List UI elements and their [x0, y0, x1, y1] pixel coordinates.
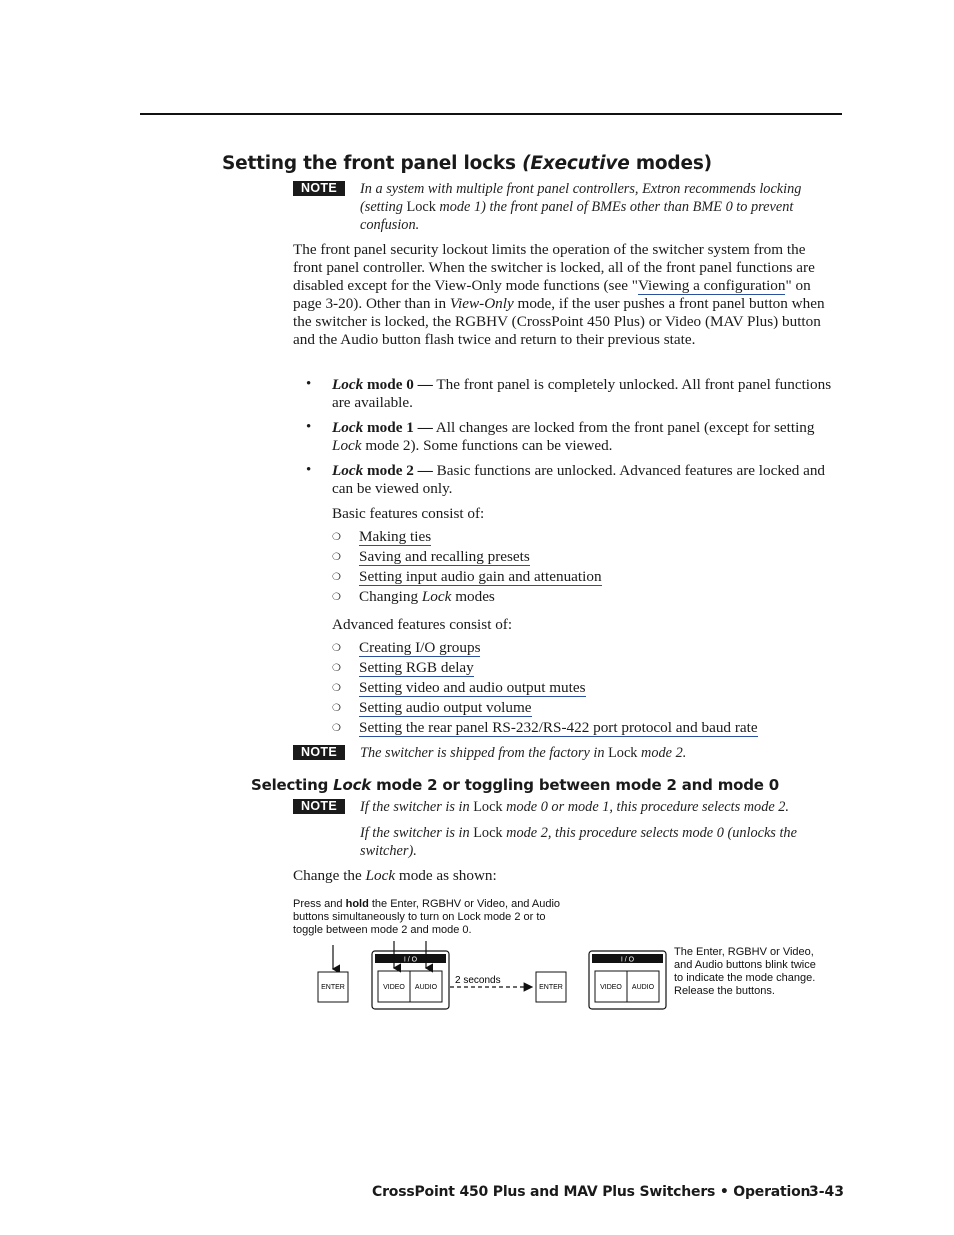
page-number: 3-43 [809, 1184, 845, 1200]
basic-features-title: Basic features consist of: [332, 505, 485, 522]
list-item[interactable]: Setting audio output volume [359, 699, 532, 716]
subsection-heading: Selecting Lock mode 2 or toggling between mode 2 and mode 0 [251, 776, 780, 794]
io-label: I / O [620, 956, 635, 964]
advanced-features-title: Advanced features consist of: [332, 616, 513, 633]
intro-paragraph: The front panel security lockout limits the operation of the switcher system from the front panel controller. When the switcher is locked, all of the front panel functions are disabled except for the View-Only mode functions (see "Viewing a configuration" on page 3-20). Other than in View-Only mode, if the user pushes a front panel button when the switcher is locked, the RGBHV (CrossPoint 450 Plus) or Video (MAV Plus) button and the Audio button flash twice and return to their previous state. [293, 241, 825, 348]
footer-title: CrossPoint 450 Plus and MAV Plus Switchers • Operation [372, 1184, 811, 1200]
bullet-marker: • [306, 419, 312, 435]
note-badge: NOTE [293, 745, 345, 760]
note-text: In a system with multiple front panel controllers, Extron recommends locking (setting Lock mode 1) the front panel of BMEs other than BME 0 to prevent confusion. [360, 181, 802, 233]
bullet-lock-mode-1: Lock mode 1 — All changes are locked from the front panel (except for setting Lock mode 2). Some functions can be viewed. [332, 419, 815, 454]
note-text: The switcher is shipped from the factory in Lock mode 2. [360, 745, 687, 761]
diagram-result-caption: The Enter, RGBHV or Video, and Audio buttons blink twice to indicate the mode change. Release the buttons. [674, 946, 816, 997]
list-item[interactable]: Creating I/O groups [359, 639, 481, 656]
list-item[interactable]: Making ties [359, 528, 432, 545]
circle-marker: ❍ [332, 643, 341, 654]
bullet-lock-mode-0: Lock mode 0 — The front panel is completely unlocked. All front panel functions are available. [332, 376, 832, 411]
list-item[interactable]: Setting RGB delay [359, 659, 474, 676]
lock-mode-diagram [300, 935, 700, 1015]
seconds-label: 2 seconds [455, 975, 501, 986]
list-item[interactable]: Setting video and audio output mutes [359, 679, 586, 696]
audio-label: AUDIO [631, 984, 655, 991]
enter-label: ENTER [539, 984, 563, 991]
list-item[interactable]: Saving and recalling presets [359, 548, 530, 565]
circle-marker: ❍ [332, 552, 341, 563]
io-label: I / O [403, 956, 418, 964]
header-rule [140, 113, 842, 115]
circle-marker: ❍ [332, 572, 341, 583]
bullet-marker: • [306, 462, 312, 478]
list-item[interactable]: Setting input audio gain and attenuation [359, 568, 602, 585]
section-heading: Setting the front panel locks (Executive modes) [222, 153, 712, 174]
list-item: Changing Lock modes [359, 588, 495, 605]
circle-marker: ❍ [332, 532, 341, 543]
circle-marker: ❍ [332, 703, 341, 714]
circle-marker: ❍ [332, 683, 341, 694]
note-text: If the switcher is in Lock mode 2, this procedure selects mode 0 (unlocks the switcher). [360, 825, 797, 859]
bullet-lock-mode-2: Lock mode 2 — Basic functions are unlocked. Advanced features are locked and can be viewed only. [332, 462, 826, 497]
audio-label: AUDIO [414, 984, 438, 991]
diagram-press-caption: Press and hold the Enter, RGBHV or Video, and Audio buttons simultaneously to turn on Lock mode 2 or to toggle between mode 2 and mode 0. [293, 898, 561, 936]
circle-marker: ❍ [332, 592, 341, 603]
video-label: VIDEO [383, 984, 405, 991]
note-badge: NOTE [293, 181, 345, 196]
note-badge: NOTE [293, 799, 345, 814]
video-label: VIDEO [600, 984, 622, 991]
circle-marker: ❍ [332, 663, 341, 674]
bullet-marker: • [306, 376, 312, 392]
circle-marker: ❍ [332, 723, 341, 734]
list-item[interactable]: Setting the rear panel RS-232/RS-422 port protocol and baud rate [359, 719, 758, 736]
note-text: If the switcher is in Lock mode 0 or mode 1, this procedure selects mode 2. [360, 799, 789, 815]
enter-label: ENTER [321, 984, 345, 991]
instruction-text: Change the Lock mode as shown: [293, 867, 497, 884]
viewing-config-link[interactable]: Viewing a configuration [637, 277, 786, 294]
